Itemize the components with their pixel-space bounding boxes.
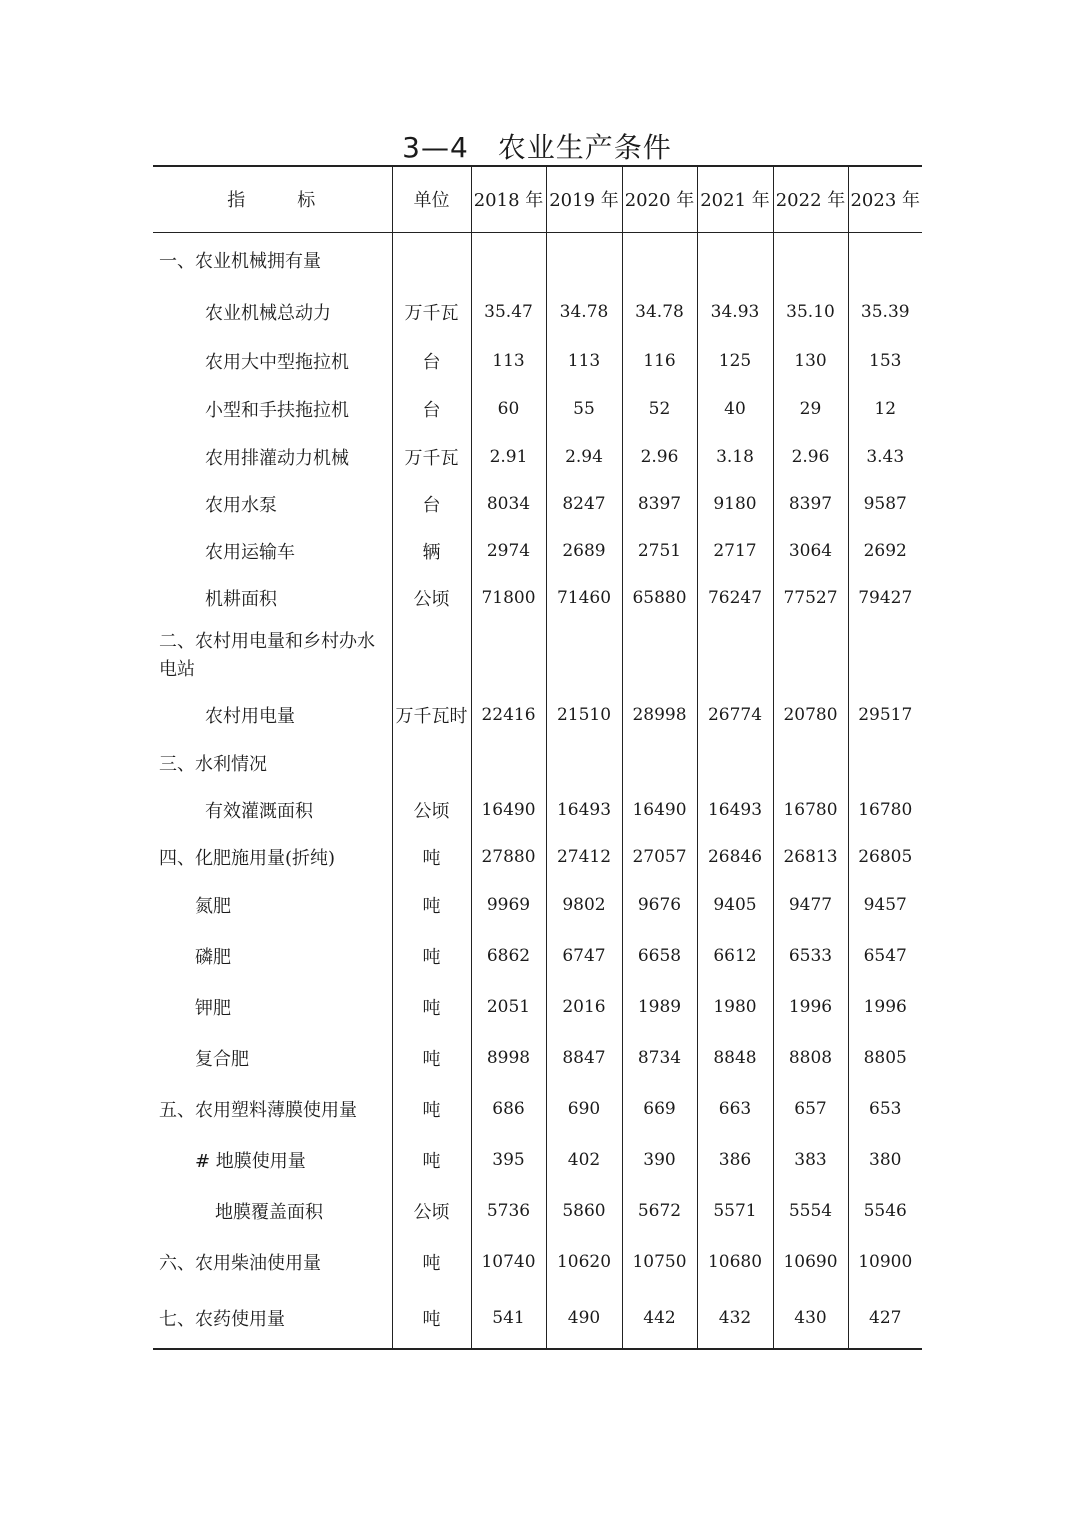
- row-label: 小型和手扶拖拉机: [205, 400, 349, 421]
- row-label: 农业机械总动力: [205, 303, 331, 324]
- row-value: 35.39: [848, 288, 922, 336]
- row-value: 27412: [546, 833, 622, 880]
- row-value: 8805: [848, 1032, 922, 1083]
- row-value: 2016: [546, 981, 622, 1032]
- row-value: 29517: [848, 691, 922, 739]
- row-unit: 吨: [392, 1083, 471, 1134]
- row-unit: 吨: [392, 930, 471, 981]
- row-value: 16490: [622, 786, 697, 833]
- row-label: # 地膜使用量: [195, 1150, 306, 1172]
- row-value: 690: [546, 1083, 622, 1134]
- row-unit: 辆: [392, 527, 471, 574]
- row-unit: 吨: [392, 833, 471, 880]
- row-unit: 吨: [392, 1236, 471, 1287]
- row-value: 1996: [848, 981, 922, 1032]
- row-value: [697, 232, 773, 288]
- table-row: [153, 1134, 922, 1185]
- row-value: 27057: [622, 833, 697, 880]
- row-value: 8734: [622, 1032, 697, 1083]
- table-row: [153, 930, 922, 981]
- row-value: 5571: [697, 1185, 773, 1236]
- row-value: 5554: [773, 1185, 848, 1236]
- row-value: [471, 621, 546, 691]
- row-value: 8397: [773, 480, 848, 527]
- row-value: [622, 621, 697, 691]
- row-unit: 台: [392, 480, 471, 527]
- table-row: [153, 288, 922, 336]
- row-value: [848, 621, 922, 691]
- row-value: 16493: [697, 786, 773, 833]
- row-label: 有效灌溉面积: [205, 800, 313, 822]
- row-label: 农用水泵: [205, 494, 277, 516]
- row-label: 复合肥: [195, 1048, 249, 1070]
- row-value: [773, 621, 848, 691]
- row-value: 28998: [622, 691, 697, 739]
- row-value: 9802: [546, 880, 622, 930]
- row-value: 6547: [848, 930, 922, 981]
- row-value: 10750: [622, 1236, 697, 1287]
- table-row: [153, 833, 922, 880]
- row-value: 657: [773, 1083, 848, 1134]
- row-value: 10690: [773, 1236, 848, 1287]
- table-row: [153, 786, 922, 833]
- row-value: 663: [697, 1083, 773, 1134]
- row-unit: 台: [392, 336, 471, 385]
- row-value: 71460: [546, 574, 622, 621]
- table-title: 3—4 农业生产条件: [402, 131, 672, 164]
- table-row: [153, 385, 922, 433]
- row-value: 76247: [697, 574, 773, 621]
- row-value: 8034: [471, 480, 546, 527]
- row-value: [848, 232, 922, 288]
- row-value: 9587: [848, 480, 922, 527]
- row-value: 6612: [697, 930, 773, 981]
- table-row: [153, 621, 922, 691]
- table-row: [153, 1185, 922, 1236]
- row-value: 1980: [697, 981, 773, 1032]
- row-value: 34.78: [546, 288, 622, 336]
- agriculture-conditions-table: [153, 165, 922, 1350]
- header-year: 2022 年: [773, 166, 848, 232]
- row-value: 16780: [773, 786, 848, 833]
- row-value: 10620: [546, 1236, 622, 1287]
- row-value: 402: [546, 1134, 622, 1185]
- row-value: [546, 232, 622, 288]
- table-row: [153, 1032, 922, 1083]
- row-value: 1996: [773, 981, 848, 1032]
- header-year: 2019 年: [546, 166, 622, 232]
- row-value: 2.96: [773, 433, 848, 480]
- row-unit: 吨: [392, 981, 471, 1032]
- row-label: 磷肥: [195, 946, 231, 968]
- row-value: 130: [773, 336, 848, 385]
- row-value: 55: [546, 385, 622, 433]
- row-value: 9405: [697, 880, 773, 930]
- row-value: 430: [773, 1287, 848, 1349]
- row-value: 125: [697, 336, 773, 385]
- row-value: [773, 739, 848, 786]
- row-value: 113: [471, 336, 546, 385]
- row-value: 34.78: [622, 288, 697, 336]
- row-unit: 公顷: [392, 786, 471, 833]
- row-value: 10680: [697, 1236, 773, 1287]
- row-value: 541: [471, 1287, 546, 1349]
- row-value: 52: [622, 385, 697, 433]
- header-year: 2021 年: [697, 166, 773, 232]
- header-year: 2023 年: [848, 166, 922, 232]
- header-indicator: 指 标: [153, 166, 392, 232]
- row-label: 机耕面积: [205, 588, 277, 610]
- row-value: 9180: [697, 480, 773, 527]
- row-value: 6747: [546, 930, 622, 981]
- row-value: 8848: [697, 1032, 773, 1083]
- row-value: 6862: [471, 930, 546, 981]
- row-value: [622, 232, 697, 288]
- row-value: 432: [697, 1287, 773, 1349]
- row-label: 五、农用塑料薄膜使用量: [159, 1099, 357, 1121]
- row-value: 2974: [471, 527, 546, 574]
- row-value: 686: [471, 1083, 546, 1134]
- row-label: 一、农业机械拥有量: [159, 251, 321, 273]
- row-value: 26813: [773, 833, 848, 880]
- header-year: 2018 年: [471, 166, 546, 232]
- row-value: 8247: [546, 480, 622, 527]
- row-value: 1989: [622, 981, 697, 1032]
- row-value: 2689: [546, 527, 622, 574]
- row-value: 12: [848, 385, 922, 433]
- row-value: 35.47: [471, 288, 546, 336]
- row-unit: 万千瓦: [392, 433, 471, 480]
- header-year: 2020 年: [622, 166, 697, 232]
- row-label: 钾肥: [195, 997, 231, 1019]
- row-value: 9676: [622, 880, 697, 930]
- row-value: 116: [622, 336, 697, 385]
- row-unit: 吨: [392, 1134, 471, 1185]
- row-value: 153: [848, 336, 922, 385]
- row-unit: [392, 621, 471, 691]
- row-value: 390: [622, 1134, 697, 1185]
- row-value: 34.93: [697, 288, 773, 336]
- row-value: 3.43: [848, 433, 922, 480]
- row-value: 380: [848, 1134, 922, 1185]
- table-row: [153, 880, 922, 930]
- row-label: 三、水利情况: [159, 753, 267, 775]
- table-row: [153, 739, 922, 786]
- row-label: 农用运输车: [205, 541, 295, 563]
- row-value: 2692: [848, 527, 922, 574]
- row-label: 地膜覆盖面积: [215, 1201, 323, 1223]
- row-unit: 公顷: [392, 574, 471, 621]
- row-value: 16490: [471, 786, 546, 833]
- row-label: 二、农村用电量和乡村办水电站: [159, 631, 375, 680]
- row-label: 四、化肥施用量(折纯): [159, 847, 336, 869]
- row-value: 386: [697, 1134, 773, 1185]
- row-unit: 吨: [392, 880, 471, 930]
- row-value: 8397: [622, 480, 697, 527]
- row-value: 79427: [848, 574, 922, 621]
- table-row: [153, 1287, 922, 1349]
- row-value: 395: [471, 1134, 546, 1185]
- row-label: 农用排灌动力机械: [205, 447, 349, 469]
- row-value: 8847: [546, 1032, 622, 1083]
- row-value: 6658: [622, 930, 697, 981]
- row-unit: [392, 232, 471, 288]
- row-value: [697, 739, 773, 786]
- row-value: [622, 739, 697, 786]
- row-value: 60: [471, 385, 546, 433]
- row-value: 3.18: [697, 433, 773, 480]
- row-label: 氮肥: [195, 896, 231, 917]
- row-value: 9969: [471, 880, 546, 930]
- row-label: 七、农药使用量: [153, 1287, 392, 1349]
- row-value: [546, 739, 622, 786]
- row-value: 16493: [546, 786, 622, 833]
- row-value: 27880: [471, 833, 546, 880]
- row-unit: 吨: [392, 1032, 471, 1083]
- row-value: 6533: [773, 930, 848, 981]
- table-row: [153, 232, 922, 288]
- row-value: [546, 621, 622, 691]
- row-value: 2751: [622, 527, 697, 574]
- row-unit: [392, 739, 471, 786]
- row-value: [773, 232, 848, 288]
- row-value: 669: [622, 1083, 697, 1134]
- row-value: 113: [546, 336, 622, 385]
- row-value: 8808: [773, 1032, 848, 1083]
- row-unit: 万千瓦: [392, 288, 471, 336]
- row-value: 20780: [773, 691, 848, 739]
- row-value: 26846: [697, 833, 773, 880]
- row-value: 427: [848, 1287, 922, 1349]
- table-row: [153, 1083, 922, 1134]
- row-value: 10900: [848, 1236, 922, 1287]
- row-value: 77527: [773, 574, 848, 621]
- row-value: 22416: [471, 691, 546, 739]
- row-value: 5736: [471, 1185, 546, 1236]
- row-value: 490: [546, 1287, 622, 1349]
- row-value: 26774: [697, 691, 773, 739]
- row-value: 16780: [848, 786, 922, 833]
- row-value: 2.91: [471, 433, 546, 480]
- row-value: 71800: [471, 574, 546, 621]
- row-value: 40: [697, 385, 773, 433]
- row-value: 442: [622, 1287, 697, 1349]
- row-value: 2.96: [622, 433, 697, 480]
- row-value: 5546: [848, 1185, 922, 1236]
- header-unit: 单位: [392, 166, 471, 232]
- row-value: 8998: [471, 1032, 546, 1083]
- table-row: [153, 527, 922, 574]
- table-row: [153, 981, 922, 1032]
- row-value: 383: [773, 1134, 848, 1185]
- row-unit: 公顷: [392, 1185, 471, 1236]
- row-label: 农用大中型拖拉机: [205, 351, 349, 373]
- row-value: 35.10: [773, 288, 848, 336]
- row-unit: 台: [392, 385, 471, 433]
- row-value: 653: [848, 1083, 922, 1134]
- row-value: 5860: [546, 1185, 622, 1236]
- table-row: [153, 691, 922, 739]
- row-value: 3064: [773, 527, 848, 574]
- row-label: 农村用电量: [205, 706, 295, 727]
- row-value: 9457: [848, 880, 922, 930]
- row-value: 9477: [773, 880, 848, 930]
- row-label: 六、农用柴油使用量: [159, 1252, 321, 1274]
- row-value: 10740: [471, 1236, 546, 1287]
- row-value: 2051: [471, 981, 546, 1032]
- row-value: [697, 621, 773, 691]
- row-value: 5672: [622, 1185, 697, 1236]
- row-unit: 万千瓦时: [392, 691, 471, 739]
- table-row: [153, 1236, 922, 1287]
- table-row: [153, 480, 922, 527]
- header-row: [153, 166, 922, 232]
- row-value: 29: [773, 385, 848, 433]
- row-value: [471, 232, 546, 288]
- row-value: [848, 739, 922, 786]
- table-row: [153, 336, 922, 385]
- row-value: 2717: [697, 527, 773, 574]
- row-value: 21510: [546, 691, 622, 739]
- row-unit: 吨: [392, 1287, 471, 1349]
- row-value: 65880: [622, 574, 697, 621]
- table-row: [153, 433, 922, 480]
- row-value: 26805: [848, 833, 922, 880]
- row-value: [471, 739, 546, 786]
- table-row: [153, 574, 922, 621]
- row-value: 2.94: [546, 433, 622, 480]
